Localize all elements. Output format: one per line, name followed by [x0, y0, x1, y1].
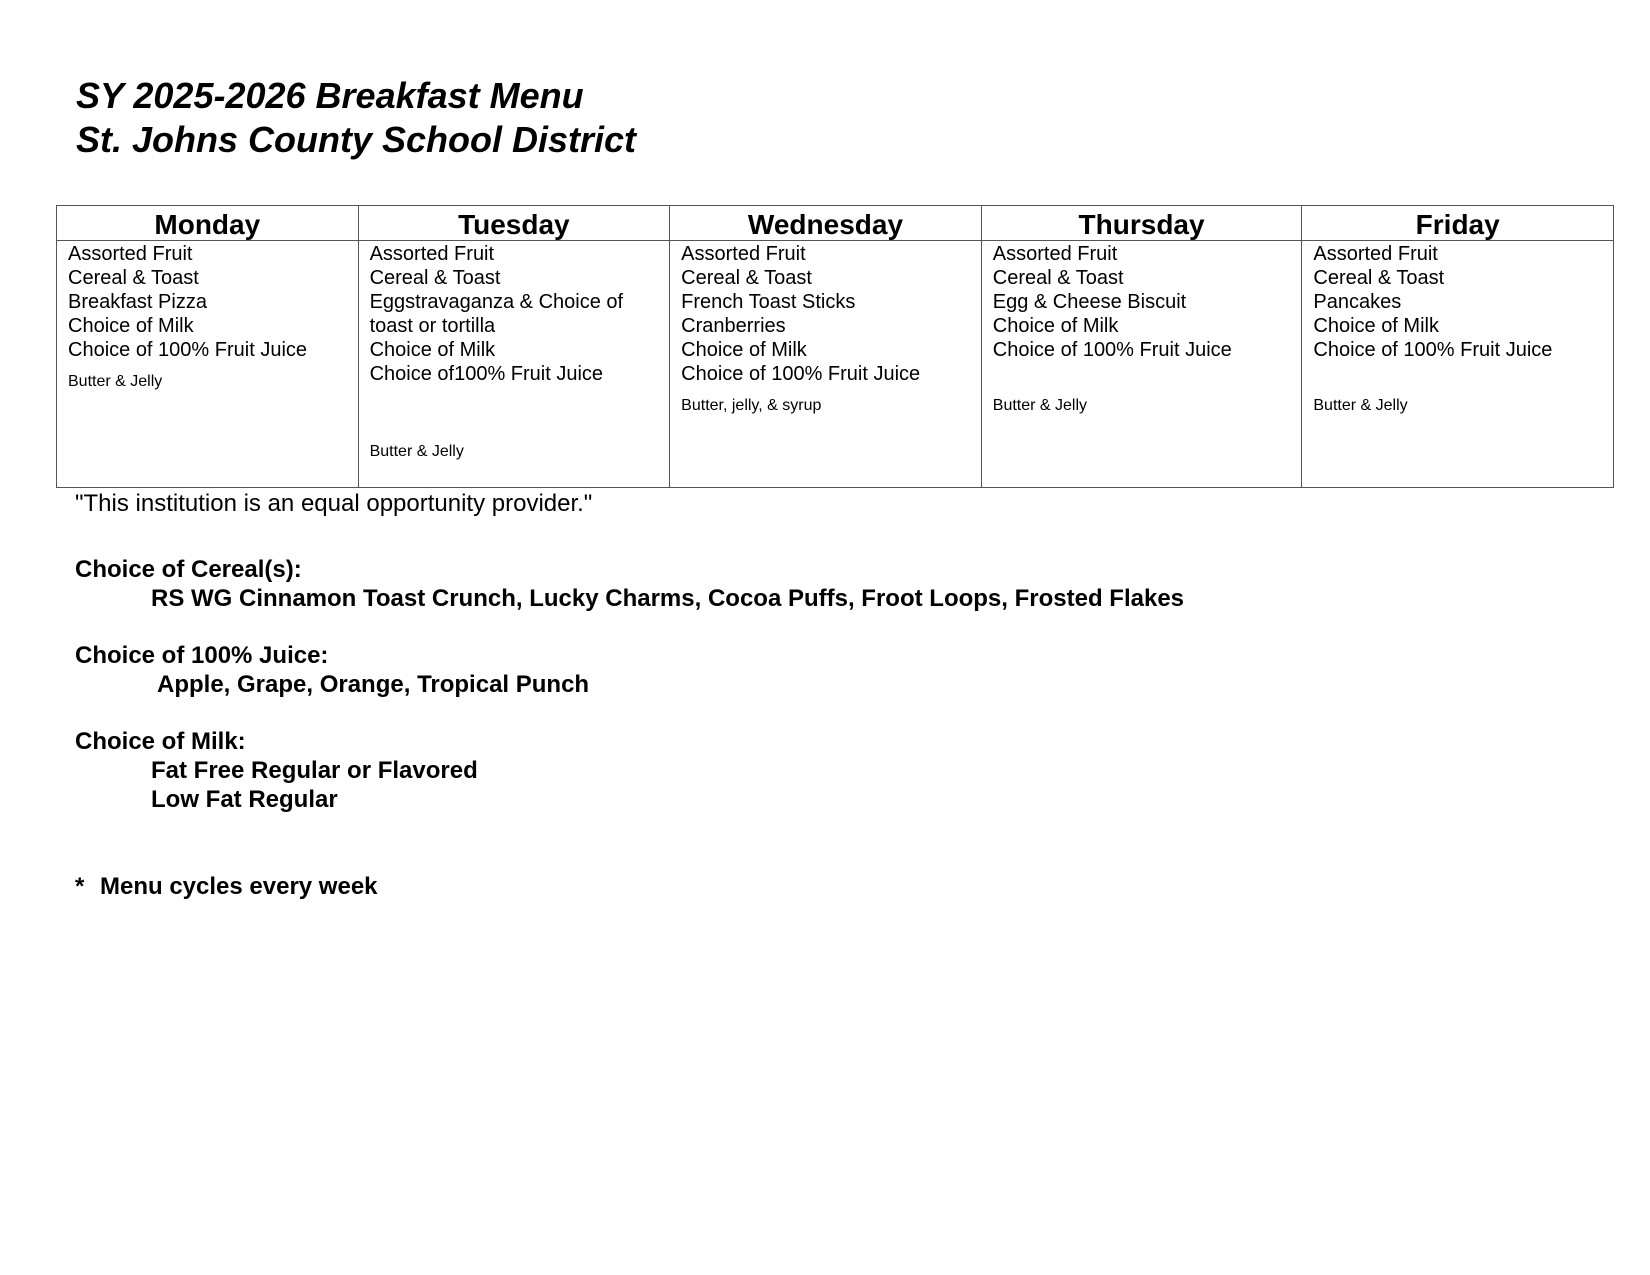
milk-option-fat-free: Fat Free Regular or Flavored: [151, 757, 478, 784]
day-header-friday: Friday: [1302, 206, 1614, 241]
menu-item: Cranberries: [681, 315, 786, 337]
condiments-note: Butter & Jelly: [1313, 397, 1408, 414]
menu-item: Cereal & Toast: [369, 267, 501, 289]
menu-item: Choice of Milk: [1313, 315, 1439, 337]
menu-items-row: [57, 241, 1614, 488]
day-header-tuesday: Tuesday: [358, 206, 670, 241]
page-title: [76, 74, 636, 162]
menu-item: Assorted Fruit: [681, 243, 806, 265]
equal-opportunity-notice: "This institution is an equal opportunity provider.": [75, 490, 593, 517]
breakfast-menu-table: [56, 205, 1614, 488]
cereal-label: Choice of Cereal(s):: [75, 556, 302, 583]
menu-item: Choice of 100% Fruit Juice: [1313, 339, 1553, 361]
day-header-wednesday: Wednesday: [670, 206, 982, 241]
day-cell-monday: [57, 241, 359, 488]
title-menu-year: SY 2025-2026 Breakfast Menu: [76, 75, 584, 116]
footnote-marker: *: [75, 873, 85, 900]
menu-item: Cereal & Toast: [992, 267, 1124, 289]
menu-cycle-footnote: [75, 873, 378, 901]
menu-item: Pancakes: [1313, 291, 1402, 313]
footnote-text: Menu cycles every week: [100, 873, 378, 900]
menu-item: toast or tortilla: [369, 315, 496, 337]
milk-option-low-fat: Low Fat Regular: [151, 786, 338, 813]
menu-item: French Toast Sticks: [681, 291, 856, 313]
menu-item: Assorted Fruit: [68, 243, 193, 265]
menu-item: Assorted Fruit: [992, 243, 1118, 265]
menu-item: Assorted Fruit: [369, 243, 495, 265]
menu-item: Choice of 100% Fruit Juice: [992, 339, 1232, 361]
juice-label: Choice of 100% Juice:: [75, 642, 329, 669]
day-cell-friday: [1302, 241, 1614, 488]
menu-item: Cereal & Toast: [681, 267, 812, 289]
menu-item: Choice of Milk: [369, 339, 496, 361]
milk-label: Choice of Milk:: [75, 728, 246, 755]
menu-item: Choice of 100% Fruit Juice: [68, 339, 308, 361]
menu-item: Choice of 100% Fruit Juice: [681, 363, 921, 385]
day-header-monday: Monday: [57, 206, 359, 241]
menu-item: Assorted Fruit: [1313, 243, 1438, 265]
menu-item: Cereal & Toast: [68, 267, 199, 289]
menu-item: Choice of Milk: [681, 339, 807, 361]
day-cell-wednesday: [670, 241, 982, 488]
menu-item: Egg & Cheese Biscuit: [992, 291, 1187, 313]
day-cell-thursday: [981, 241, 1302, 488]
menu-item: Cereal & Toast: [1313, 267, 1445, 289]
menu-header-row: [57, 206, 1614, 241]
menu-item: Breakfast Pizza: [68, 291, 207, 313]
juice-options: Apple, Grape, Orange, Tropical Punch: [157, 671, 590, 698]
cereal-options: RS WG Cinnamon Toast Crunch, Lucky Charms, Cocoa Puffs, Froot Loops, Frosted Flakes: [151, 585, 1185, 612]
condiments-note: Butter, jelly, & syrup: [681, 397, 822, 414]
condiments-note: Butter & Jelly: [369, 443, 464, 460]
condiments-note: Butter & Jelly: [68, 373, 163, 390]
title-district: St. Johns County School District: [76, 119, 637, 160]
menu-item: Eggstravaganza & Choice of: [369, 291, 624, 313]
menu-item: Choice of100% Fruit Juice: [369, 363, 604, 385]
condiments-note: Butter & Jelly: [992, 397, 1088, 414]
menu-item: Choice of Milk: [68, 315, 194, 337]
menu-item: Choice of Milk: [992, 315, 1119, 337]
day-header-thursday: Thursday: [981, 206, 1302, 241]
day-cell-tuesday: [358, 241, 670, 488]
